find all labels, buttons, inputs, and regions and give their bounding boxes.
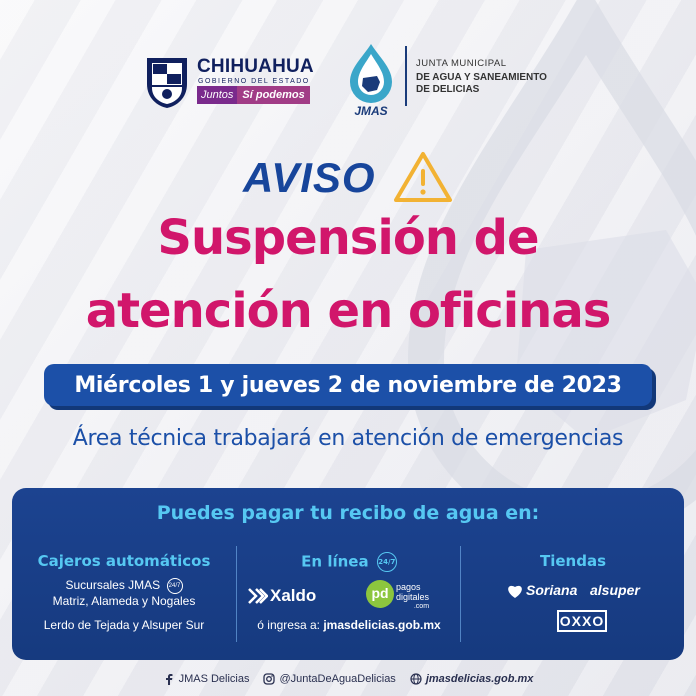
junta-line2: DE AGUA Y SANEAMIENTO — [416, 72, 547, 83]
stores-heading: Tiendas — [539, 552, 606, 570]
online-247-badge: 24/7 — [377, 552, 397, 572]
xaldo-logo: Xaldo — [270, 586, 317, 605]
footer-instagram[interactable] — [263, 673, 395, 685]
footer-facebook[interactable] — [163, 673, 250, 685]
alsuper-logo: alsuper — [590, 582, 640, 598]
title-line2: atención en oficinas — [85, 283, 611, 339]
date-text: Miércoles 1 y jueves 2 de noviembre de 2023 — [74, 372, 622, 398]
slogan-part2: Sí podemos — [237, 86, 309, 104]
pd-line3: .com — [413, 603, 430, 610]
pagos-digitales-logo — [396, 582, 429, 612]
footer-website[interactable] — [410, 673, 534, 685]
aviso-heading: AVISO — [243, 154, 376, 201]
instagram-icon — [263, 673, 275, 685]
facebook-icon — [163, 673, 175, 685]
web-prefix: ó ingresa a: — [257, 618, 320, 632]
subtitle: Área técnica trabajará en atención de emergencias — [72, 426, 624, 451]
instagram-handle: @JuntaDeAguaDelicias — [279, 673, 396, 685]
stores-column — [462, 552, 684, 629]
payments-title: Puedes pagar tu recibo de agua en: — [156, 502, 540, 524]
soriana-logo: Soriana — [526, 582, 578, 598]
junta-line1: JUNTA MUNICIPAL — [416, 58, 507, 69]
title-line1: Suspensión de — [157, 210, 539, 266]
atm-line1: Sucursales JMAS — [65, 578, 161, 593]
header-logos — [0, 40, 696, 120]
facebook-handle: JMAS Delicias — [178, 673, 250, 685]
atm-247-badge: 24/7 — [167, 578, 183, 594]
online-web-row — [238, 618, 460, 632]
payments-panel — [12, 488, 684, 660]
online-column — [238, 552, 460, 632]
jmas-acronym: JMAS — [354, 104, 388, 118]
logo-divider — [405, 46, 407, 106]
xaldo-x-icon — [248, 588, 268, 604]
junta-line3: DE DELICIAS — [416, 84, 480, 95]
atm-line1-row — [12, 578, 236, 594]
oxxo-logo: OXXO — [557, 610, 607, 632]
gov-name: CHIHUAHUA — [197, 56, 314, 77]
state-shield-icon — [143, 54, 191, 110]
pd-line2: digitales — [396, 592, 430, 602]
atm-heading: Cajeros automáticos — [37, 552, 211, 570]
column-divider — [460, 546, 461, 642]
globe-icon — [410, 673, 422, 685]
online-heading: En línea — [301, 552, 369, 571]
soriana-heart-icon — [506, 583, 524, 599]
online-heading-row — [238, 552, 460, 572]
pd-logo: pd — [366, 580, 394, 608]
atm-line3: Lerdo de Tejada y Alsuper Sur — [43, 618, 205, 632]
jmas-drop-icon — [346, 42, 396, 104]
slogan-badge — [197, 86, 310, 104]
pd-line1: pagos — [396, 582, 421, 592]
column-divider — [236, 546, 237, 642]
slogan-part1: Juntos — [197, 86, 237, 104]
gov-subtitle: GOBIERNO DEL ESTADO — [198, 78, 310, 85]
date-banner — [44, 364, 652, 406]
online-logos — [238, 580, 460, 610]
atm-line2: Matriz, Alameda y Nogales — [52, 594, 196, 608]
web-link[interactable]: jmasdelicias.gob.mx — [323, 618, 441, 632]
footer — [0, 668, 696, 690]
atm-column — [12, 552, 236, 632]
website-url: jmasdelicias.gob.mx — [425, 673, 534, 685]
warning-icon — [392, 150, 454, 204]
